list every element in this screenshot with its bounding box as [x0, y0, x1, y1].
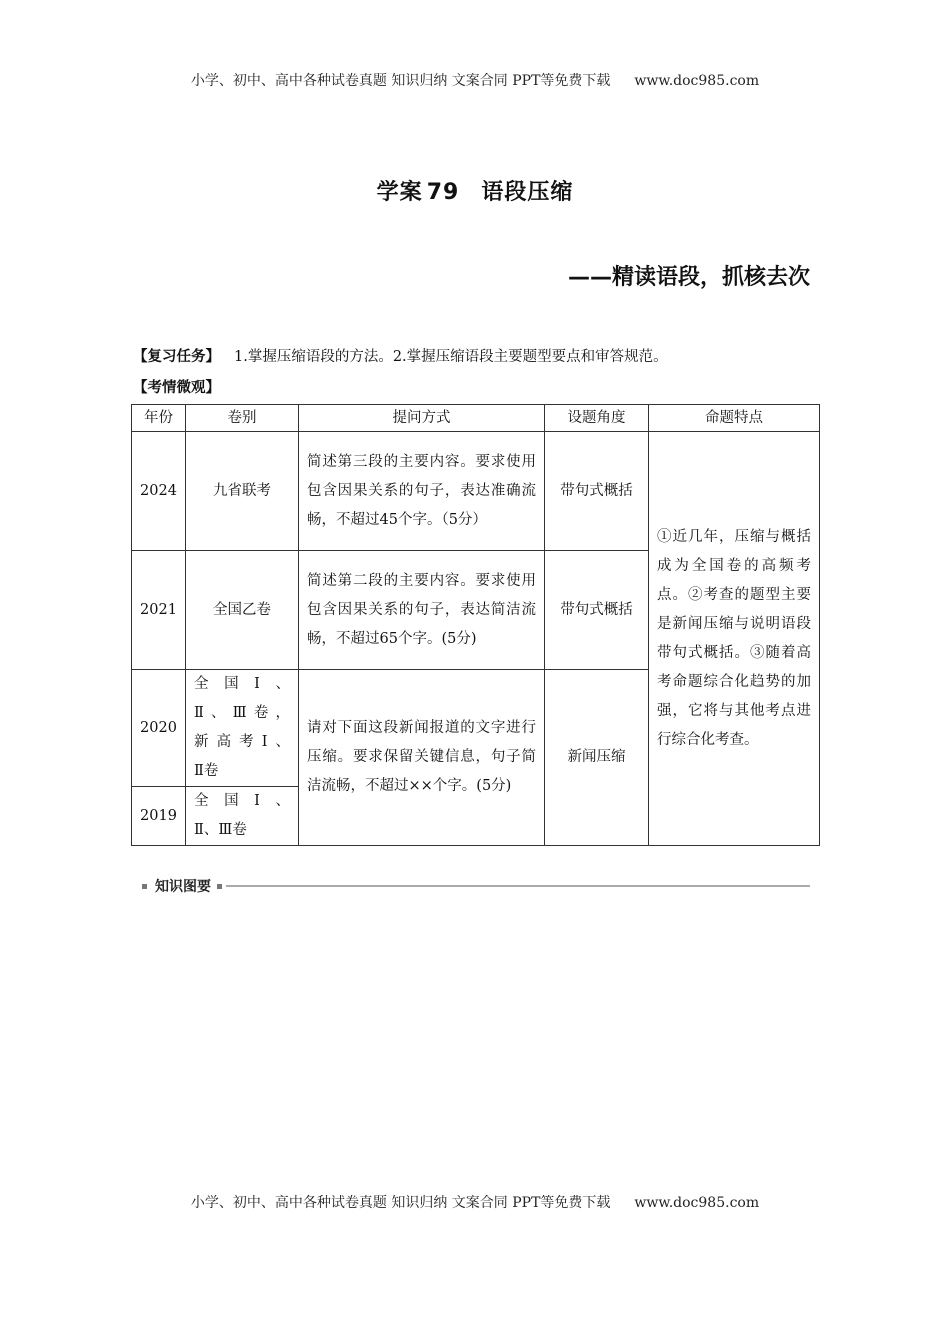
footer-url[interactable]: www.doc985.com — [634, 1195, 760, 1211]
header-text: 小学、初中、高中各种试卷真题 知识归纳 文案合同 PPT等免费下载 — [190, 73, 611, 89]
cell-paper: 全国乙卷 — [186, 551, 299, 670]
paper-line: Ⅱ、Ⅲ卷， — [194, 705, 290, 721]
section-divider — [226, 885, 810, 887]
cell-angle: 带句式概括 — [545, 432, 649, 551]
bullet-square-icon — [217, 884, 222, 889]
cell-year: 2024 — [132, 432, 186, 551]
section-title: 知识图要 — [155, 879, 211, 895]
page-subtitle: ——精读语段，抓核去次 — [567, 265, 810, 290]
paper-line: Ⅱ、Ⅲ卷 — [194, 822, 247, 838]
cell-angle: 新闻压缩 — [545, 670, 649, 846]
header-angle: 设题角度 — [545, 405, 649, 432]
cell-paper: 九省联考 — [186, 432, 299, 551]
title-prefix: 学案 — [376, 180, 423, 205]
cell-question: 简述第二段的主要内容。要求使用包含因果关系的句子，表达简洁流畅，不超过65个字。(5分) — [299, 551, 545, 670]
page-footer — [0, 1192, 950, 1212]
cell-question: 请对下面这段新闻报道的文字进行压缩。要求保留关键信息，句子简洁流畅，不超过××个字。(5分) — [299, 670, 545, 846]
task-text: 1.掌握压缩语段的方法。2.掌握压缩语段主要题型要点和审答规范。 — [234, 349, 668, 365]
review-task — [133, 345, 668, 366]
header-question: 提问方式 — [299, 405, 545, 432]
cell-paper — [186, 787, 299, 846]
header-year: 年份 — [132, 405, 186, 432]
cell-paper — [186, 670, 299, 787]
task-label: 【复习任务】 — [133, 349, 220, 365]
situation-label: 【考情微观】 — [133, 380, 220, 396]
footer-text: 小学、初中、高中各种试卷真题 知识归纳 文案合同 PPT等免费下载 — [190, 1195, 611, 1211]
header-paper: 卷别 — [186, 405, 299, 432]
page-title — [0, 175, 950, 206]
cell-year: 2021 — [132, 551, 186, 670]
header-url[interactable]: www.doc985.com — [634, 73, 760, 89]
cell-year: 2020 — [132, 670, 186, 787]
title-main: 语段压缩 — [481, 180, 574, 205]
paper-line: 新高考Ⅰ、 — [194, 734, 290, 750]
bullet-square-icon — [142, 884, 147, 889]
header-features: 命题特点 — [649, 405, 820, 432]
section-heading — [142, 876, 810, 896]
title-number: 79 — [426, 180, 460, 205]
paper-line: 全国Ⅰ、 — [194, 676, 290, 692]
table-row — [132, 432, 820, 551]
paper-line: Ⅱ卷 — [194, 763, 219, 779]
cell-year: 2019 — [132, 787, 186, 846]
cell-angle: 带句式概括 — [545, 551, 649, 670]
paper-line: 全国Ⅰ、 — [194, 793, 290, 809]
page-header — [0, 70, 950, 90]
exam-table — [131, 404, 820, 846]
table-header-row — [132, 405, 820, 432]
cell-question: 简述第三段的主要内容。要求使用包含因果关系的句子，表达准确流畅，不超过45个字。（5分） — [299, 432, 545, 551]
cell-features: ①近几年，压缩与概括成为全国卷的高频考点。②考查的题型主要是新闻压缩与说明语段带句式概括。③随着高考命题综合化趋势的加强，它将与其他考点进行综合化考查。 — [649, 432, 820, 846]
